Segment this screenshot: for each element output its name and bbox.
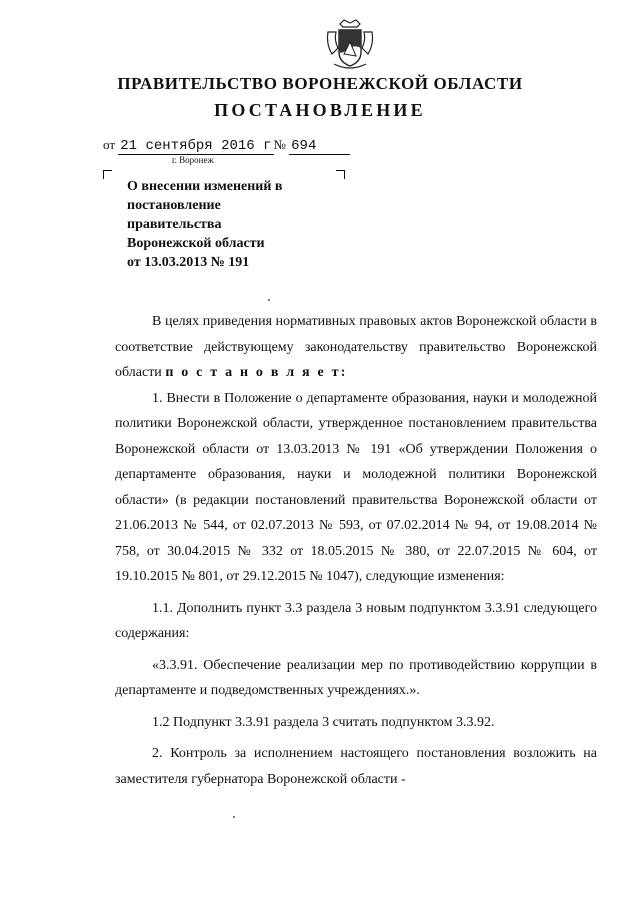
number-label: № bbox=[273, 137, 286, 152]
government-title: ПРАВИТЕЛЬСТВО ВОРОНЕЖСКОЙ ОБЛАСТИ bbox=[117, 74, 523, 93]
item-2: 2. Контроль за исполнением настоящего постановления возложить на заместителя губернатора Воронежской области - bbox=[115, 746, 597, 787]
subject-line: О внесении изменений в bbox=[127, 179, 283, 194]
subject-line: постановление bbox=[127, 198, 221, 213]
decree-subject bbox=[127, 177, 337, 272]
subject-bracket-right bbox=[336, 170, 345, 179]
scan-speck bbox=[233, 816, 235, 818]
from-label: от bbox=[103, 137, 116, 152]
decree-body bbox=[115, 309, 597, 792]
decree-number: 694 bbox=[289, 138, 350, 155]
date-number-line bbox=[103, 137, 350, 155]
document-type-title: ПОСТАНОВЛЕНИЕ bbox=[214, 100, 426, 120]
subject-line: от 13.03.2013 № 191 bbox=[127, 255, 250, 270]
subject-bracket-left bbox=[103, 170, 112, 179]
decree-word: п о с т а н о в л я е т: bbox=[165, 365, 348, 380]
quoted-subitem: «3.3.91. Обеспечение реализации мер по противодействию коррупции в департаменте и подведомственных учреждениях.». bbox=[115, 657, 597, 698]
voronezh-coat-of-arms-icon bbox=[324, 18, 376, 72]
item-1-1: 1.1. Дополнить пункт 3.3 раздела 3 новым подпунктом 3.3.91 следующего содержания: bbox=[115, 600, 597, 641]
decree-date: 21 сентября 2016 г bbox=[120, 138, 272, 154]
subject-line: Воронежской области bbox=[127, 236, 265, 251]
city-label: г. Воронеж bbox=[172, 155, 214, 165]
subject-line: правительства bbox=[127, 217, 222, 232]
item-1: 1. Внести в Положение о департаменте образования, науки и молодежной политики Воронежской области, утвержденное постановлением правительства Воронежской области от 13.03.2013 № 191 «Об утверждении Положения о департаменте образования, науки и молодежной политики Воронежской области» (в редакции постановлений правительства Воронежской области от 21.06.2013 № 544, от 02.07.2013 № 593, от 07.02.2014 № 94, от 19.08.2014 № 758, от 30.04.2015 № 332 от 18.05.2015 № 380, от 22.07.2015 № 604, от 19.10.2015 № 801, от 29.12.2015 № 1047), следующие изменения: bbox=[115, 390, 597, 584]
preamble-paragraph bbox=[115, 309, 597, 386]
scan-speck bbox=[268, 299, 270, 301]
preamble-text: В целях приведения нормативных правовых актов Воронежской области в соответствие действующему законодательству правительство Воронежской области bbox=[115, 314, 597, 380]
item-1-2: 1.2 Подпункт 3.3.91 раздела 3 считать подпунктом 3.3.92. bbox=[152, 714, 495, 730]
